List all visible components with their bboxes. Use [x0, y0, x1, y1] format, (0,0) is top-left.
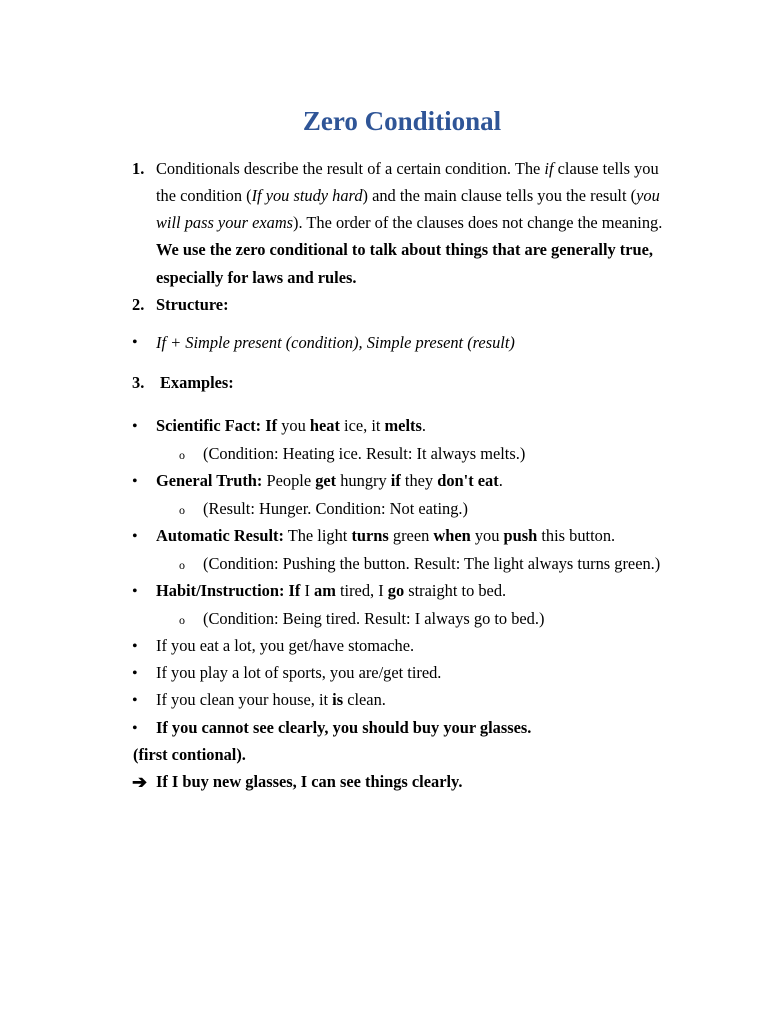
- example-note: (Condition: Pushing the button. Result: The light always turns green.): [203, 554, 661, 573]
- sub-bullet-icon: o: [179, 558, 185, 572]
- first-conditional-note: (first contional).: [133, 745, 246, 764]
- example-habit-instruction: Habit/Instruction: If I am tired, I go straight to bed.: [156, 581, 507, 600]
- example-automatic-result: Automatic Result: The light turns green when you push this button.: [156, 526, 616, 545]
- extra-line-2: If you play a lot of sports, you are/get tired.: [156, 663, 442, 682]
- example-note: (Result: Hunger. Condition: Not eating.): [203, 499, 468, 518]
- section-1-line-5: especially for laws and rules.: [156, 268, 357, 287]
- section-1-number: 1.: [132, 159, 145, 178]
- arrow-right-icon: ➔: [132, 772, 148, 792]
- bullet-icon: •: [132, 334, 138, 351]
- sub-bullet-icon: o: [179, 613, 185, 627]
- example-scientific-fact: Scientific Fact: If you heat ice, it melts.: [156, 416, 426, 435]
- section-2-number: 2.: [132, 295, 145, 314]
- bullet-icon: •: [132, 720, 138, 737]
- bullet-icon: •: [132, 638, 138, 655]
- example-note: (Condition: Being tired. Result: I always go to bed.): [203, 609, 545, 628]
- bullet-icon: •: [132, 473, 138, 490]
- page-title: Zero Conditional: [302, 106, 502, 136]
- section-1-line-1: Conditionals describe the result of a certain condition. The if clause tells you: [156, 159, 659, 178]
- bullet-icon: •: [132, 665, 138, 682]
- bullet-icon: •: [132, 418, 138, 435]
- sub-bullet-icon: o: [179, 503, 185, 517]
- example-general-truth: General Truth: People get hungry if they don't eat.: [156, 471, 503, 490]
- extra-line-3: If you clean your house, it is clean.: [156, 690, 386, 709]
- section-1-line-4: We use the zero conditional to talk about things that are generally true,: [156, 240, 654, 259]
- arrow-sentence: If I buy new glasses, I can see things clearly.: [156, 772, 463, 791]
- structure-formula: If + Simple present (condition), Simple present (result): [156, 333, 515, 352]
- bullet-icon: •: [132, 583, 138, 600]
- section-1-line-3: will pass your exams). The order of the clauses does not change the meaning.: [156, 213, 663, 232]
- section-2-heading: Structure:: [156, 295, 229, 314]
- bullet-icon: •: [132, 528, 138, 545]
- extra-line-4: If you cannot see clearly, you should buy your glasses.: [156, 718, 532, 737]
- section-3-heading: Examples:: [160, 373, 234, 392]
- bullet-icon: •: [132, 692, 138, 709]
- example-note: (Condition: Heating ice. Result: It always melts.): [203, 444, 526, 463]
- sub-bullet-icon: o: [179, 448, 185, 462]
- section-1-line-2: the condition (If you study hard) and the main clause tells you the result (you: [156, 186, 660, 205]
- section-3-number: 3.: [132, 373, 145, 392]
- extra-line-1: If you eat a lot, you get/have stomache.: [156, 636, 415, 655]
